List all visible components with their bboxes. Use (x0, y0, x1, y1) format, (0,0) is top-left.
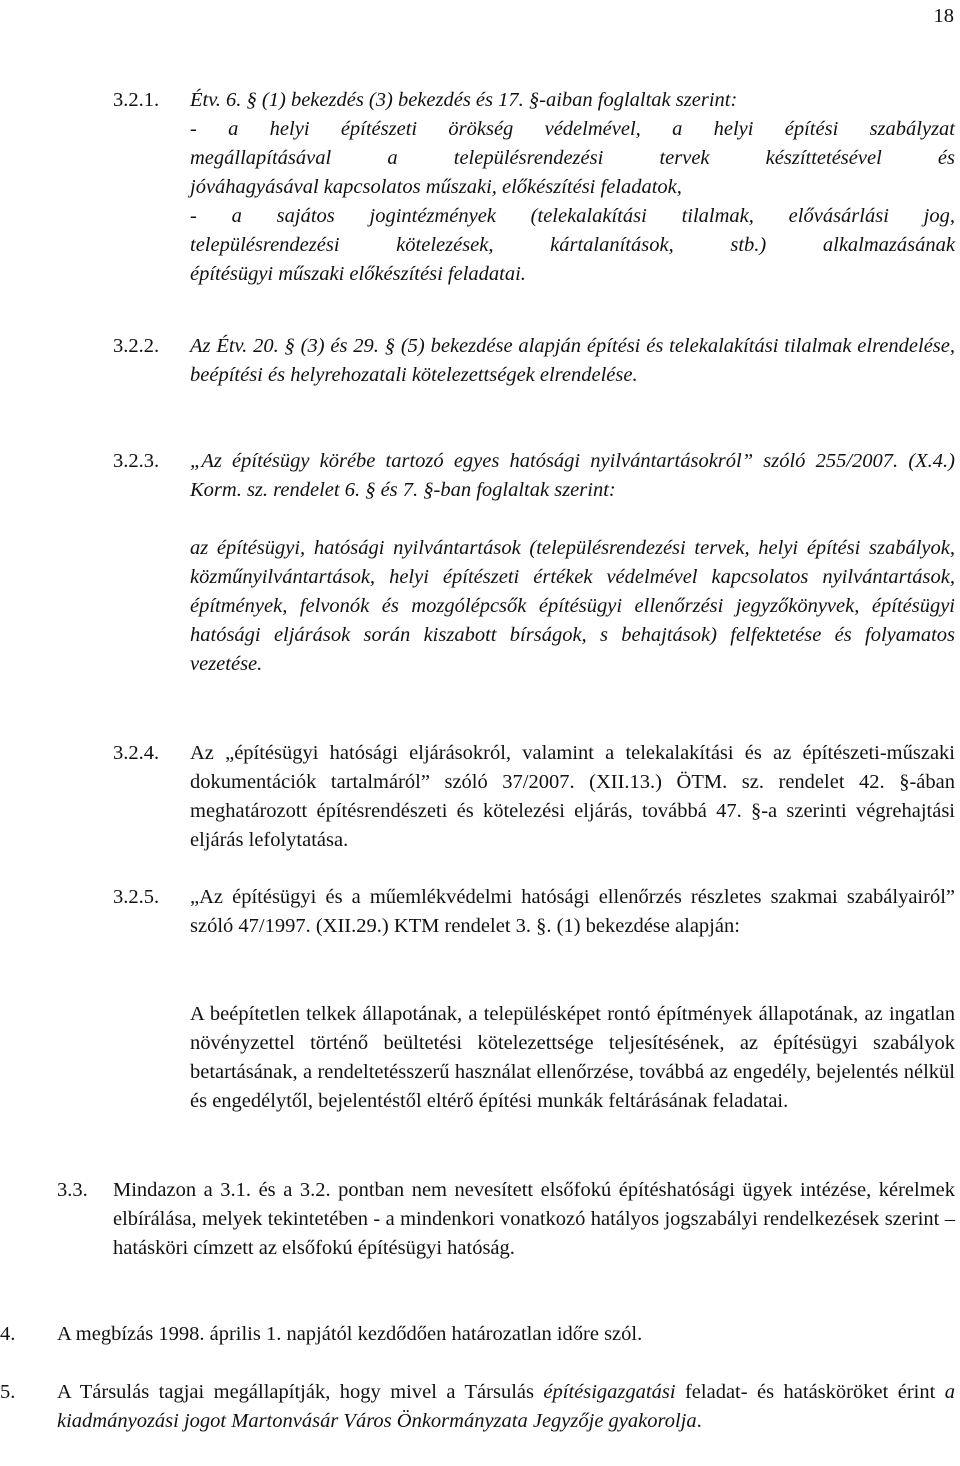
section-text (57, 1378, 955, 1436)
section-number: 5. (0, 1381, 16, 1403)
section-subtext: A beépítetlen telkek állapotának, a településképet rontó építmények állapotának, az ingatlan növényzettel történő beültetési kötelezettsége teljesítésének, az építésügyi szabályok betartásának, a rendeltetésszerű használat ellenőrzése, továbbá az engedély, bejelentés nélkül és engedélytől, bejelentéstől eltérő építési munkák feltárásának feladatai. (190, 1003, 955, 1112)
text-run-italic: építésigazgatási (543, 1381, 676, 1403)
text-run: feladat- és hatásköröket érint (675, 1381, 945, 1403)
section-number: 3.2.2. (113, 335, 160, 357)
section-number: 3.2.5. (113, 886, 160, 908)
section-text (190, 86, 955, 289)
section-number: 3.2.1. (113, 89, 160, 111)
section-text: Az „építésügyi hatósági eljárásokról, valamint a telekalakítási és az építészeti-műszaki dokumentációk tartalmáról” szóló 37/2007. (XII.13.) ÖTM. sz. rendelet 42. §-ában meghatározott építésrendészeti és kötelezési eljárás, továbbá 47. §-a szerinti végrehajtási eljárás lefolytatása. (190, 742, 955, 851)
text-line: jóváhagyásával kapcsolatos műszaki, előkészítési feladatok, (190, 176, 682, 198)
text-run: . (696, 1410, 702, 1432)
section-text: A megbízás 1998. április 1. napjától kezdődően határozatlan időre szól. (57, 1323, 643, 1345)
section-number: 4. (0, 1323, 16, 1345)
text-line: Étv. 6. § (1) bekezdés (3) bekezdés és 17. §-aiban foglaltak szerint: (190, 89, 738, 111)
section-number: 3.3. (57, 1179, 88, 1201)
section-text: Mindazon a 3.1. és a 3.2. pontban nem nevesített elsőfokú építéshatósági ügyek intézése, kérelmek elbírálása, melyek tekintetében - a mindenkori vonatkozó hatályos jogszabályi rendelkezések szerint – hatásköri címzett az elsőfokú építésügyi hatóság. (113, 1179, 955, 1259)
section-text: „Az építésügy körébe tartozó egyes hatósági nyilvántartásokról” szóló 255/2007. (X.4.) Korm. sz. rendelet 6. § és 7. §-ban foglaltak szerint: (190, 450, 955, 501)
text-line: megállapításával a településrendezési tervek készíttetésével és (190, 147, 955, 169)
section-subtext: az építésügyi, hatósági nyilvántartások (településrendezési tervek, helyi építési szabályok, közműnyilvántartások, helyi építészeti értékek védelmével kapcsolatos nyilvántartások, építmények, felvonók és mozgólépcsők építésügyi ellenőrzési jegyzőkönyvek, építésügyi hatósági eljárások során kiszabott bírságok, s behajtások) felfektetése és folyamatos vezetése. (190, 537, 955, 675)
text-run: A Társulás tagjai megállapítják, hogy mivel a Társulás (57, 1381, 544, 1403)
text-line: építésügyi műszaki előkészítési feladatai. (190, 263, 526, 285)
section-text: „Az építésügyi és a műemlékvédelmi hatósági ellenőrzés részletes szakmai szabályairól” szóló 47/1997. (XII.29.) KTM rendelet 3. §. (1) bekezdése alapján: (190, 886, 955, 937)
section-text: Az Étv. 20. § (3) és 29. § (5) bekezdése alapján építési és telekalakítási tilalmak elrendelése, beépítési és helyrehozatali kötelezettségek elrendelése. (190, 335, 955, 386)
text-line: - a helyi építészeti örökség védelmével, a helyi építési szabályzat (190, 118, 955, 140)
page-number: 18 (933, 5, 954, 27)
text-line: - a sajátos jogintézmények (telekalakítási tilalmak, elővásárlási jog, (190, 205, 955, 227)
text-line: településrendezési kötelezések, kártalanítások, stb.) alkalmazásának (190, 234, 955, 256)
section-number: 3.2.3. (113, 450, 160, 472)
section-number: 3.2.4. (113, 742, 160, 764)
text-run-italic: a kiadmányozási jogot Martonvásár Város Önkormányzata Jegyzője gyakorolja (57, 1381, 955, 1432)
